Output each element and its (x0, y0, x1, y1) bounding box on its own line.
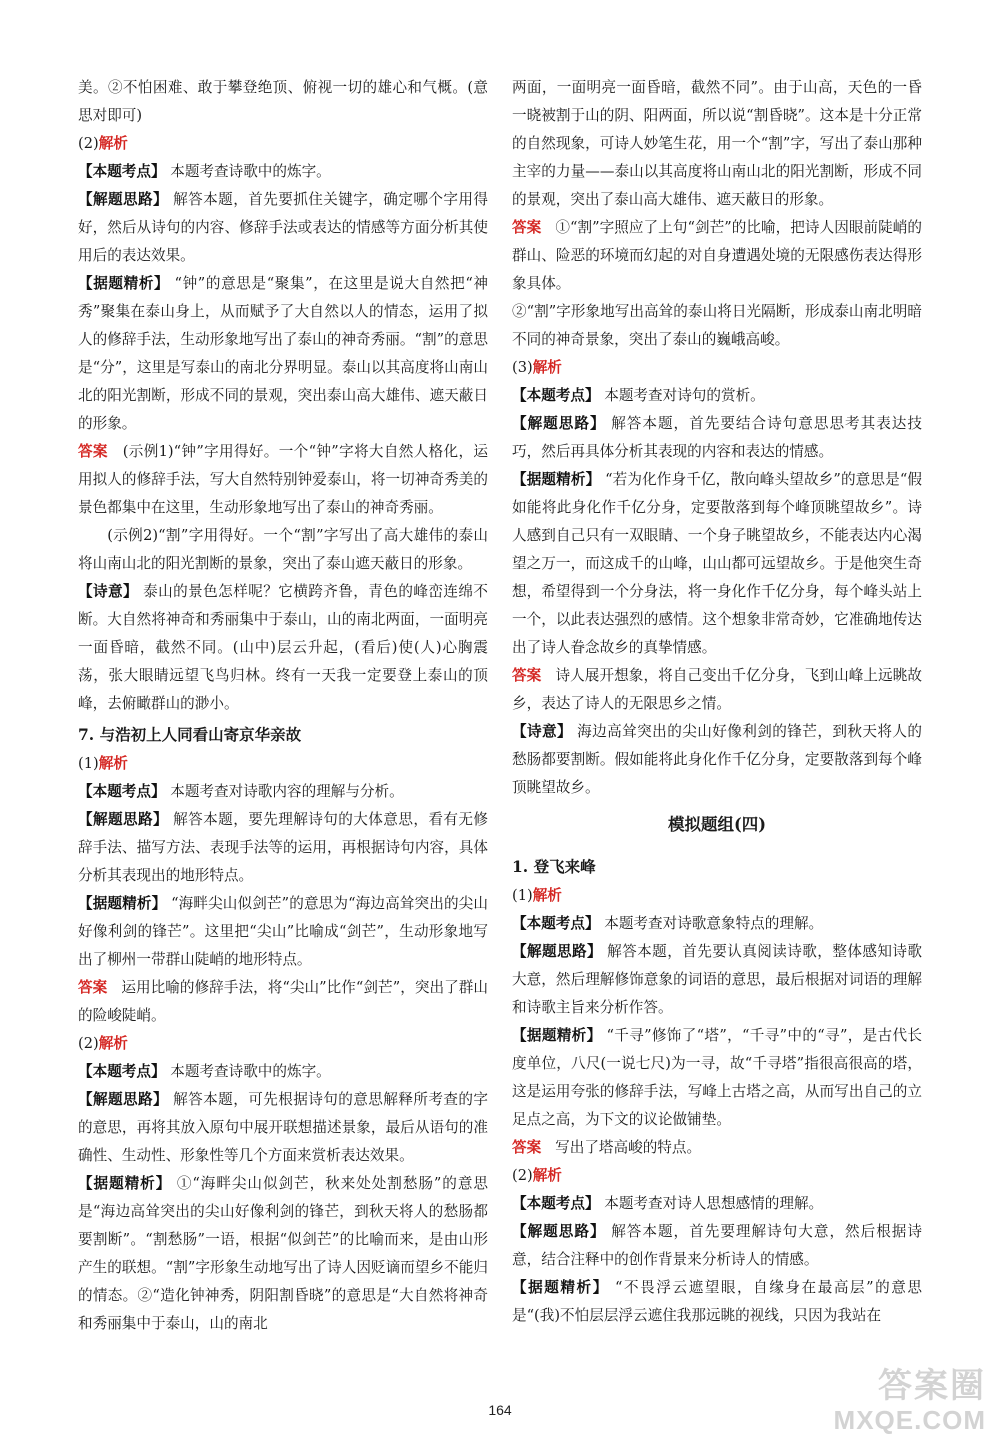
solution-idea: 【解题思路】 解答本题，首先要理解诗句大意，然后根据诗意，结合注释中的创作背景来分析诗人的情感。 (512, 1223, 922, 1268)
analysis: 【据题精析】 “钟”的意思是“聚集”，在这里是说大自然把“神秀”聚集在泰山身上，从而赋予了大自然以人的情态，运用了拟人的修辞手法，生动形象地写出了泰山的神奇秀丽。“割”的意思是“分”，这里是写泰山的南北分界明显。泰山以其高度将山南山北的阳光割断，形成不同的景观，突出泰山高大雄伟、遮天蔽日的形象。 (78, 275, 488, 432)
exam-point: 【本题考点】 本题考查对诗歌意象特点的理解。 (512, 915, 824, 932)
answer: 答案 (示例1)“钟”字用得好。一个“钟”字将大自然人格化，运用拟人的修辞手法，写大自然特别钟爱泰山，将一切神奇秀美的景色都集中在这里，生动形象地写出了泰山的神奇秀丽。 (78, 443, 488, 516)
question-heading: 7. 与浩初上人同看山寄京华亲故 (78, 725, 302, 744)
jiexi-label: 解析 (98, 135, 128, 152)
watermark-url: MXQE.COM (833, 1405, 986, 1435)
answer-continued: (示例2)“割”字用得好。一个“割”字写出了高大雄伟的泰山将山南山北的阳光割断的景象，突出了泰山遮天蔽日的形象。 (78, 527, 488, 572)
answer: 答案 诗人展开想象，将自己变出千亿分身，飞到山峰上远眺故乡，表达了诗人的无限思乡之情。 (512, 667, 922, 712)
jiexi-label: 解析 (98, 1035, 128, 1052)
exam-point: 【本题考点】 本题考查对诗歌内容的理解与分析。 (78, 783, 404, 800)
answer-label: 答案 (512, 1139, 542, 1156)
question-marker: (2)解析 (512, 1167, 562, 1184)
answer: 答案 写出了塔高峻的特点。 (512, 1139, 702, 1156)
analysis: 【据题精析】 ①“海畔尖山似剑芒，秋来处处割愁肠”的意思是“海边高耸突出的尖山好像利剑的锋芒，到秋天将人的愁肠都要割断”。“割愁肠”一语，根据“似剑芒”的比喻而来，是由山形产生的联想。“割”字形象生动地写出了诗人因贬谪而望乡不能归的情态。②“造化钟神秀，阴阳割昏晓”的意思是“大自然将神奇和秀丽集中于泰山，山的南北 (78, 1175, 488, 1332)
exam-point: 【本题考点】 本题考查对诗人思想感情的理解。 (512, 1195, 824, 1212)
paragraph: 两面，一面明亮一面昏暗，截然不同”。由于山高，天色的一昏一晓被割于山的阴、阳两面，所以说“割昏晓”。这本是十分正常的自然现象，可诗人妙笔生花，用一个“割”字，写出了泰山那种主宰的力量——泰山以其高度将山南山北的阳光割断，形成不同的景观，突出了泰山高大雄伟、遮天蔽日的形象。 (512, 79, 922, 208)
answer: 答案 运用比喻的修辞手法，将“尖山”比作“剑芒”，突出了群山的险峻陡峭。 (78, 979, 488, 1024)
solution-idea: 【解题思路】 解答本题，可先根据诗句的意思解释所考查的字的意思，再将其放入原句中展开联想描述景象，最后从语句的准确性、生动性、形象性等几个方面来赏析表达效果。 (78, 1091, 488, 1164)
solution-idea: 【解题思路】 解答本题，首先要抓住关键字，确定哪个字用得好，然后从诗句的内容、修辞手法或表达的情感等方面分析其使用后的表达效果。 (78, 191, 488, 264)
jiexi-label: 解析 (98, 755, 128, 772)
question-marker: (1)解析 (78, 755, 128, 772)
answer-label: 答案 (78, 443, 108, 460)
question-marker: (2)解析 (78, 135, 128, 152)
answer: 答案 ①“割”字照应了上句“剑芒”的比喻，把诗人因眼前陡峭的群山、险恶的环境而幻起的对自身遭遇处境的无限感伤表达得形象具体。 (512, 219, 922, 292)
poem-meaning: 【诗意】 泰山的景色怎样呢？它横跨齐鲁，青色的峰峦连绵不断。大自然将神奇和秀丽集中于泰山，山的南北两面，一面明亮一面昏暗，截然不同。(山中)层云升起，(看后)使(人)心胸震荡，张大眼睛远望飞鸟归林。终有一天我一定要登上泰山的顶峰，去俯瞰群山的渺小。 (78, 583, 488, 712)
right-column (512, 74, 922, 1330)
question-marker: (3)解析 (512, 359, 562, 376)
exam-point: 【本题考点】 本题考查诗歌中的炼字。 (78, 163, 331, 180)
exam-point: 【本题考点】 本题考查诗歌中的炼字。 (78, 1063, 331, 1080)
analysis: 【据题精析】 “千寻”修饰了“塔”，“千寻”中的“寻”，是古代长度单位，八尺(一说七尺)为一寻，故“千寻塔”指很高很高的塔，这是运用夸张的修辞手法，写峰上古塔之高，从而写出自己的立足点之高，为下文的议论做铺垫。 (512, 1027, 922, 1128)
answer-continued: ②“割”字形象地写出高耸的泰山将日光隔断，形成泰山南北明暗不同的神奇景象，突出了泰山的巍峨高峻。 (512, 303, 922, 348)
poem-meaning: 【诗意】 海边高耸突出的尖山好像利剑的锋芒，到秋天将人的愁肠都要割断。假如能将此身化作千亿分身，定要散落到每个峰顶眺望故乡。 (512, 723, 922, 796)
solution-idea: 【解题思路】 解答本题，首先要结合诗句意思思考其表达技巧，然后再具体分析其表现的内容和表达的情感。 (512, 415, 922, 460)
question-marker: (2)解析 (78, 1035, 128, 1052)
page-number: 164 (488, 1402, 512, 1418)
answer-label: 答案 (78, 979, 108, 996)
jiexi-label: 解析 (532, 359, 562, 376)
watermark-logo (786, 1366, 986, 1436)
analysis: 【据题精析】 “若为化作身千亿，散向峰头望故乡”的意思是“假如能将此身化作千亿分身，定要散落到每个峰顶眺望故乡”。诗人感到自己只有一双眼睛、一个身子眺望故乡，不能表达内心渴望之万一，而这成千的山峰，山山都可远望故乡。于是他突生奇想，希望得到一个分身法，将一身化作千亿分身，每个峰头站上一个，以此表达强烈的感情。这个想象非常奇妙，它准确地传达出了诗人眷念故乡的真挚情感。 (512, 471, 922, 656)
left-column (78, 74, 488, 1338)
paragraph: 美。②不怕困难、敢于攀登绝顶、俯视一切的雄心和气概。(意思对即可) (78, 79, 488, 124)
analysis: 【据题精析】 “不畏浮云遮望眼，自缘身在最高层”的意思是“(我)不怕层层浮云遮住我那远眺的视线，只因为我站在 (512, 1279, 922, 1324)
jiexi-label: 解析 (532, 887, 562, 904)
answer-label: 答案 (512, 219, 542, 236)
exam-point: 【本题考点】 本题考查对诗句的赏析。 (512, 387, 765, 404)
solution-idea: 【解题思路】 解答本题，要先理解诗句的大体意思，看有无修辞手法、描写方法、表现手法等的运用，再根据诗句内容，具体分析其表现出的地形特点。 (78, 811, 488, 884)
question-marker: (1)解析 (512, 887, 562, 904)
analysis: 【据题精析】 “海畔尖山似剑芒”的意思为“海边高耸突出的尖山好像利剑的锋芒”。这里把“尖山”比喻成“剑芒”，生动形象地写出了柳州一带群山陡峭的地形特点。 (78, 895, 488, 968)
jiexi-label: 解析 (532, 1167, 562, 1184)
question-heading: 1. 登飞来峰 (512, 857, 596, 876)
section-title: 模拟题组(四) (667, 815, 767, 834)
answer-label: 答案 (512, 667, 542, 684)
watermark-text: 答案圈 (878, 1367, 986, 1405)
solution-idea: 【解题思路】 解答本题，首先要认真阅读诗歌，整体感知诗歌大意，然后理解修饰意象的词语的意思，最后根据对词语的理解和诗歌主旨来分析作答。 (512, 943, 922, 1016)
